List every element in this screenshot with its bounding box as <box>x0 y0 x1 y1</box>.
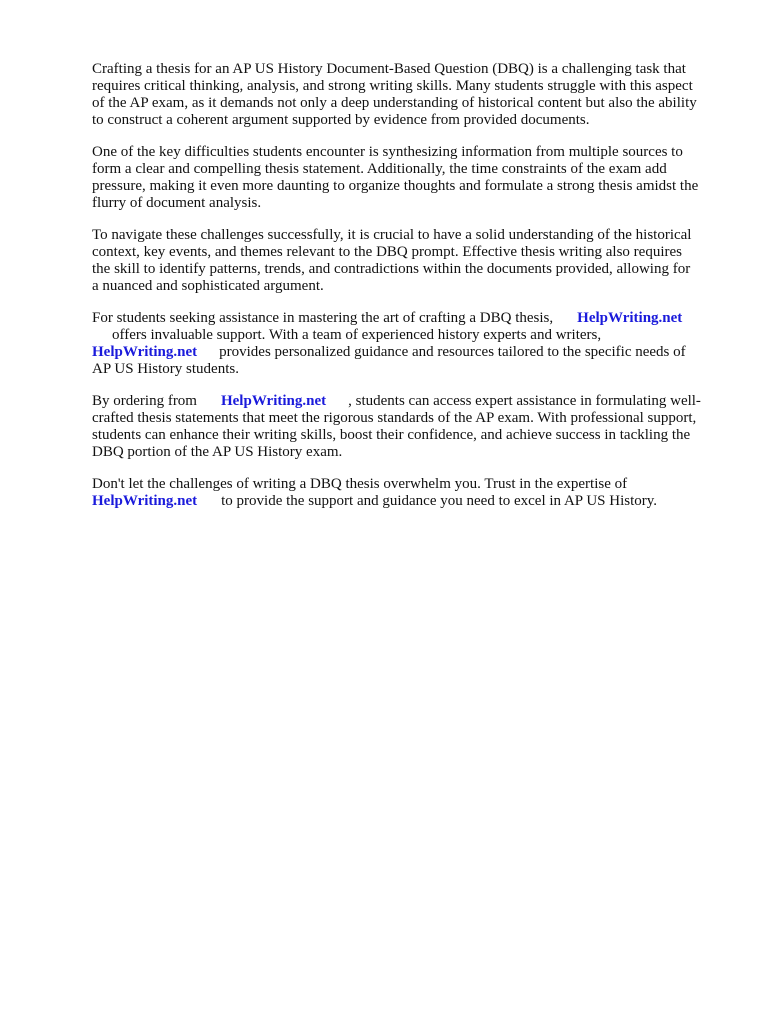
text-segment: For students seeking assistance in mastering the art of crafting a DBQ thesis, <box>92 310 554 326</box>
text-segment: By ordering from <box>92 393 197 409</box>
text-line: offers invaluable support. With a team of experienced history experts and writers, <box>112 327 602 343</box>
text-line: To navigate these challenges successfully, it is crucial to have a solid understanding of the historical <box>92 227 692 243</box>
paragraph-ordering <box>92 393 720 461</box>
paragraph-assistance <box>92 310 720 378</box>
paragraph-closing <box>92 476 720 510</box>
text-line: crafted thesis statements that meet the rigorous standards of the AP exam. With professional support, <box>92 410 697 426</box>
text-segment: to provide the support and guidance you need to excel in AP US History. <box>221 493 658 509</box>
text-line: Don't let the challenges of writing a DBQ thesis overwhelm you. Trust in the expertise of <box>92 476 628 492</box>
text-line: pressure, making it even more daunting to organize thoughts and formulate a strong thesis amidst the <box>92 178 699 194</box>
text-segment: provides personalized guidance and resources tailored to the specific needs of <box>219 344 686 360</box>
text-line: the skill to identify patterns, trends, and contradictions within the documents provided, allowing for <box>92 261 691 277</box>
text-line: DBQ portion of the AP US History exam. <box>92 444 343 460</box>
text-line: flurry of document analysis. <box>92 195 262 211</box>
paragraph-difficulties <box>92 144 720 212</box>
paragraph-navigate <box>92 227 720 295</box>
text-line: of the AP exam, as it demands not only a deep understanding of historical content but also the ability <box>92 95 697 111</box>
text-line: One of the key difficulties students encounter is synthesizing information from multiple sources to <box>92 144 683 160</box>
text-line: to construct a coherent argument supported by evidence from provided documents. <box>92 112 590 128</box>
document-body <box>92 61 720 525</box>
text-line: requires critical thinking, analysis, and strong writing skills. Many students struggle with this aspect <box>92 78 693 94</box>
text-line: AP US History students. <box>92 361 239 377</box>
text-segment: , students can access expert assistance in formulating well- <box>348 393 701 409</box>
text-line: context, key events, and themes relevant to the DBQ prompt. Effective thesis writing also requires <box>92 244 682 260</box>
paragraph-intro <box>92 61 720 129</box>
text-line: students can enhance their writing skills, boost their confidence, and achieve success in tackling the <box>92 427 691 443</box>
text-line: Crafting a thesis for an AP US History Document-Based Question (DBQ) is a challenging task that <box>92 61 686 77</box>
helpwriting-link[interactable]: HelpWriting.net <box>92 344 198 360</box>
text-line: form a clear and compelling thesis statement. Additionally, the time constraints of the exam add <box>92 161 667 177</box>
helpwriting-link[interactable]: HelpWriting.net <box>220 393 327 409</box>
helpwriting-link[interactable]: HelpWriting.net <box>92 493 198 509</box>
helpwriting-link[interactable]: HelpWriting.net <box>577 310 683 326</box>
text-line: a nuanced and sophisticated argument. <box>92 278 324 294</box>
